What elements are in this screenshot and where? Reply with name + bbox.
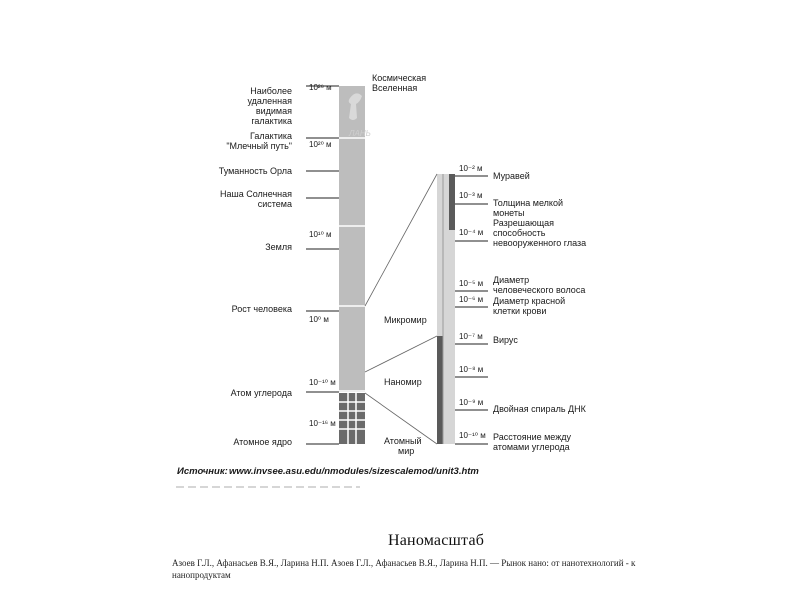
left-exponent: 10¹⁰ м <box>309 230 332 239</box>
right-item-label-line: клетки крови <box>493 306 547 316</box>
right-item-label <box>493 198 563 218</box>
right-item-label <box>493 218 586 248</box>
left-item-label <box>232 304 292 314</box>
left-item-label-line: галактика <box>251 116 292 126</box>
source-line <box>176 466 479 487</box>
region-label: Микромир <box>384 315 427 325</box>
atomic-grid <box>339 393 365 444</box>
right-item-label <box>493 335 518 345</box>
left-item-label-line: Земля <box>265 242 292 252</box>
right-exponent: 10⁻⁵ м <box>459 279 484 288</box>
right-item-label-line: человеческого волоса <box>493 285 586 295</box>
slide-title: Наномасштаб <box>388 532 485 549</box>
left-item-label <box>265 242 292 252</box>
right-item-label-line: Разрешающая <box>493 218 555 228</box>
right-item-label <box>493 404 587 414</box>
left-item-label <box>233 437 292 447</box>
right-item-label-line: Диаметр <box>493 275 530 285</box>
left-exponent: 10²⁰ м <box>309 140 332 149</box>
region-labels <box>372 73 427 456</box>
left-item-label-line: Наиболее <box>250 86 292 96</box>
region-label: мир <box>398 446 415 456</box>
right-exponent: 10⁻² м <box>459 164 483 173</box>
right-item-label-line: Вирус <box>493 335 518 345</box>
right-exponent: 10⁻⁴ м <box>459 228 484 237</box>
left-scale-column <box>339 86 365 444</box>
watermark-text: ЛАНЬ <box>349 129 371 138</box>
right-item-label <box>493 171 530 181</box>
left-item-label-line: Атом углерода <box>230 388 292 398</box>
micro-range-bar <box>449 174 455 230</box>
right-item-label-line: Муравей <box>493 171 530 181</box>
right-exponent: 10⁻¹⁰ м <box>459 431 486 440</box>
region-label: Атомный <box>384 436 422 446</box>
zoom-connectors <box>365 174 437 444</box>
left-item-label-line: "Млечный путь" <box>226 141 292 151</box>
right-item-label <box>493 275 585 295</box>
left-item-label <box>231 388 292 398</box>
region-label: Вселенная <box>372 83 418 93</box>
left-item-label-line: Рост человека <box>231 304 292 314</box>
right-exponent: 10⁻³ м <box>459 191 483 200</box>
left-item-label <box>226 131 292 151</box>
left-item-label-line: Атомное ядро <box>233 437 292 447</box>
source-url: www.invsee.asu.edu/nmodules/sizescalemod/unit3.htm <box>229 466 479 477</box>
left-item-label-line: система <box>257 199 292 209</box>
right-item-label-line: атомами углерода <box>493 442 570 452</box>
left-item-label <box>220 189 292 209</box>
right-labels <box>459 164 587 452</box>
left-exponent: 10⁻¹⁶ м <box>309 419 336 428</box>
left-item-label-line: Галактика <box>250 131 292 141</box>
left-item-label-line: видимая <box>255 106 292 116</box>
right-item-label-line: невооруженного глаза <box>493 238 587 248</box>
nano-range-bar <box>437 336 443 444</box>
left-item-label <box>219 166 292 176</box>
right-exponent: 10⁻⁹ м <box>459 398 484 407</box>
left-exponent: 10⁻¹⁰ м <box>309 378 336 387</box>
right-item-label <box>493 432 571 452</box>
left-exponent: 10⁰ м <box>309 315 329 324</box>
left-item-label <box>247 86 292 126</box>
right-item-label-line: Расстояние между <box>493 432 571 442</box>
left-exponent: 10²⁶ м <box>309 83 332 92</box>
right-item-label-line: Двойная спираль ДНК <box>493 404 586 414</box>
right-exponent: 10⁻⁶ м <box>459 295 484 304</box>
right-item-label-line: Диаметр красной <box>493 296 566 306</box>
source-label: Источник: <box>177 466 228 477</box>
right-item-label <box>493 296 565 316</box>
left-item-label-line: удаленная <box>247 96 292 106</box>
right-item-label-line: Толщина мелкой <box>493 198 563 208</box>
right-exponent: 10⁻⁸ м <box>459 365 484 374</box>
left-item-label-line: Наша Солнечная <box>219 189 292 199</box>
right-item-label-line: способность <box>493 228 546 238</box>
region-label: Наномир <box>384 377 422 387</box>
slide-caption: Азоев Г.Л., Афанасьев В.Я., Ларина Н.П. Азоев Г.Л., Афанасьев В.Я., Ларина Н.П. — Рынок нано: от нанотехнологий - к нанопродуктам <box>172 558 636 580</box>
left-item-label-line: Туманность Орла <box>218 166 292 176</box>
right-exponent: 10⁻⁷ м <box>459 332 483 341</box>
region-label: Космическая <box>372 73 427 83</box>
right-scale-column <box>437 174 455 444</box>
right-item-label-line: монеты <box>493 208 525 218</box>
